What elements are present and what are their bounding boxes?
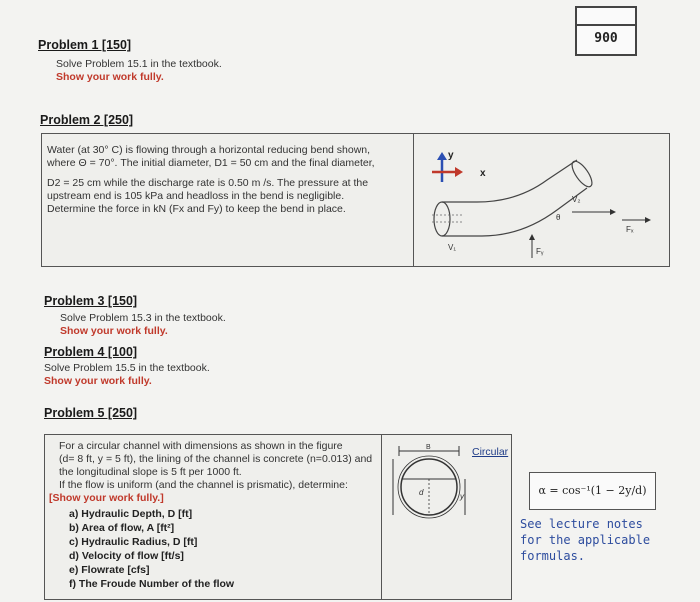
bend-pipe-inner	[442, 188, 587, 236]
problem-4-text: Solve Problem 15.5 in the textbook.	[44, 362, 210, 374]
formula-box	[529, 472, 656, 510]
lecture-note-line-2: for the applicable	[520, 533, 651, 547]
problem-5-show-work: [Show your work fully.]	[49, 492, 164, 504]
problem-3-show-work: Show your work fully.	[60, 325, 168, 337]
problem-2-text-4: upstream end is 105 kPa and headloss in the bend is negligible.	[47, 190, 345, 202]
lecture-note-line-1: See lecture notes	[520, 517, 643, 531]
problem-2-title: Problem 2 [250]	[40, 113, 134, 127]
problem-5-title: Problem 5 [250]	[44, 406, 138, 420]
bend-inlet	[434, 202, 450, 236]
question-a: a) Hydraulic Depth, D [ft]	[69, 508, 193, 520]
problem-2-divider	[413, 134, 414, 266]
problem-2-text-3: D2 = 25 cm while the discharge rate is 0.50 m /s. The pressure at the	[47, 177, 369, 189]
problem-2-text-2: where Θ = 70°. The initial diameter, D1 = 50 cm and the final diameter,	[47, 157, 375, 169]
problem-5-question-list	[69, 507, 234, 591]
reducing-bend-figure	[422, 140, 662, 260]
y-axis-label: y	[448, 150, 454, 161]
lecture-note-line-3: formulas.	[520, 549, 586, 563]
top-width-label: B	[426, 444, 431, 451]
problem-5-text-3: the longitudinal slope is 5 ft per 1000 ft.	[59, 466, 242, 478]
alpha-formula: α = cos⁻¹(1 − 2y/d)	[538, 484, 647, 497]
x-arrowhead	[455, 167, 463, 177]
lecture-note	[520, 516, 650, 564]
problem-1-text: Solve Problem 15.1 in the textbook.	[56, 58, 222, 70]
question-b: b) Area of flow, A [ft²]	[69, 522, 175, 534]
circular-channel-figure	[389, 443, 469, 523]
problem-2-text-5: Determine the force in kN (Fx and Fy) to keep the bend in place.	[47, 203, 346, 215]
problem-2-box	[41, 133, 670, 267]
problem-5-text-2: (d= 8 ft, y = 5 ft), the lining of the channel is concrete (n=0.013) and	[59, 453, 373, 465]
problem-2-text-1: Water (at 30° C) is flowing through a horizontal reducing bend shown,	[47, 144, 371, 156]
bend-outlet	[568, 158, 595, 189]
problem-1-show-work: Show your work fully.	[56, 71, 164, 83]
problem-5-box	[44, 434, 512, 600]
diameter-label: d	[419, 488, 424, 497]
total-score-box	[575, 6, 637, 56]
problem-3-title: Problem 3 [150]	[44, 294, 138, 308]
problem-3-text: Solve Problem 15.3 in the textbook.	[60, 312, 226, 324]
bend-pipe-outer	[442, 160, 577, 202]
problem-5-text-1: For a circular channel with dimensions as shown in the figure	[59, 440, 343, 452]
question-f: f) The Froude Number of the flow	[69, 578, 235, 590]
x-axis-label: x	[480, 168, 486, 179]
theta-label: θ	[556, 213, 561, 222]
fy-label: Fᵧ	[536, 247, 544, 256]
fx-label: Fₓ	[626, 225, 634, 234]
problem-4-title: Problem 4 [100]	[44, 345, 138, 359]
v2-label: V₂	[572, 195, 581, 204]
v1-label: V₁	[448, 243, 457, 252]
question-c: c) Hydraulic Radius, D [ft]	[69, 536, 198, 548]
problem-5-text-4: If the flow is uniform (and the channel is prismatic), determine:	[59, 479, 348, 491]
circular-label: Circular	[472, 446, 509, 458]
total-score: 900	[594, 31, 618, 46]
depth-label: y	[460, 492, 464, 501]
question-e: e) Flowrate [cfs]	[69, 564, 150, 576]
problem-4-show-work: Show your work fully.	[44, 375, 152, 387]
problem-1-title: Problem 1 [150]	[38, 38, 132, 52]
question-d: d) Velocity of flow [ft/s]	[69, 550, 184, 562]
y-arrowhead	[437, 152, 447, 160]
problem-5-divider	[381, 435, 382, 599]
